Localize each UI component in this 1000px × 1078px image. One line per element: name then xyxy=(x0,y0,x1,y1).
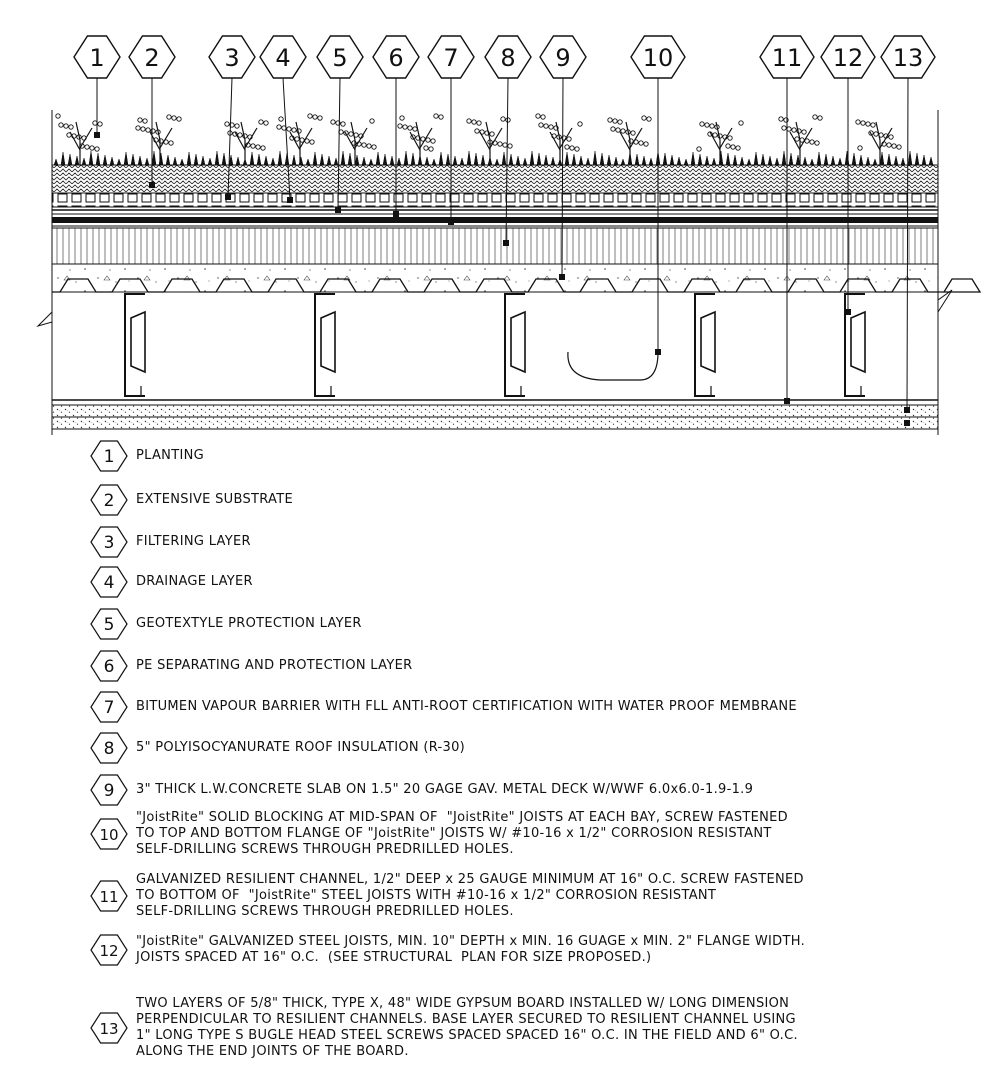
legend-line: TO BOTTOM OF "JoistRite" STEEL JOISTS WITH #10-16 x 1/2" CORROSION RESISTANT xyxy=(136,888,717,903)
callout-tag-number: 9 xyxy=(555,44,571,72)
legend-item xyxy=(90,526,990,560)
joist xyxy=(315,294,335,396)
legend-line: 3" THICK L.W.CONCRETE SLAB ON 1.5" 20 GAGE GAV. METAL DECK W/WWF 6.0x6.0-1.9-1.9 xyxy=(136,782,754,797)
planting-layer xyxy=(54,114,933,165)
shrub-icon xyxy=(398,114,443,165)
shrub-icon xyxy=(779,115,822,165)
legend-line: DRAINAGE LAYER xyxy=(136,574,253,589)
legend-line: SELF-DRILLING SCREWS THROUGH PREDRILLED HOLES. xyxy=(136,904,514,919)
legend-description xyxy=(136,574,253,590)
joist xyxy=(505,294,525,396)
legend-hexagon xyxy=(90,818,128,850)
shrub-icon xyxy=(608,116,651,165)
legend-line: EXTENSIVE SUBSTRATE xyxy=(136,492,293,507)
legend-item xyxy=(90,566,990,600)
legend-line: GEOTEXTYLE PROTECTION LAYER xyxy=(136,616,362,631)
shrub-icon xyxy=(697,121,743,165)
legend xyxy=(0,440,1000,1078)
legend-description xyxy=(136,782,753,798)
legend-item xyxy=(90,996,990,1060)
legend-number: 6 xyxy=(103,657,115,677)
legend-item xyxy=(90,440,990,474)
callout-tag-number: 13 xyxy=(892,44,924,72)
legend-hexagon xyxy=(90,608,128,640)
legend-number: 8 xyxy=(103,739,115,759)
callout-tag-number: 7 xyxy=(443,44,459,72)
legend-line: FILTERING LAYER xyxy=(136,534,251,549)
legend-number: 1 xyxy=(103,447,115,467)
shrub-icon xyxy=(856,120,901,165)
legend-item xyxy=(90,872,990,920)
legend-hexagon xyxy=(90,1012,128,1044)
legend-description xyxy=(136,448,204,464)
legend-description xyxy=(136,740,465,756)
legend-line: GALVANIZED RESILIENT CHANNEL, 1/2" DEEP x 25 GAUGE MINIMUM AT 16" O.C. SCREW FASTENED xyxy=(136,872,804,887)
roof-layers xyxy=(38,110,980,435)
legend-description xyxy=(136,872,804,920)
legend-line: 1" LONG TYPE S BUGLE HEAD STEEL SCREWS SPACED SPACED 16" O.C. IN THE FIELD AND 6" O.C. xyxy=(136,1028,798,1043)
legend-hexagon xyxy=(90,484,128,516)
legend-number: 13 xyxy=(99,1020,119,1038)
legend-description xyxy=(136,934,805,966)
legend-number: 9 xyxy=(103,781,115,801)
legend-item xyxy=(90,691,990,725)
legend-description xyxy=(136,996,798,1060)
legend-number: 3 xyxy=(103,533,115,553)
legend-hexagon xyxy=(90,934,128,966)
legend-hexagon xyxy=(90,774,128,806)
legend-hexagon xyxy=(90,566,128,598)
legend-item xyxy=(90,608,990,642)
legend-line: TO TOP AND BOTTOM FLANGE OF "JoistRite" JOISTS W/ #10-16 x 1/2" CORROSION RESISTANT xyxy=(136,826,772,841)
legend-line: BITUMEN VAPOUR BARRIER WITH FLL ANTI-ROOT CERTIFICATION WITH WATER PROOF MEMBRANE xyxy=(136,699,797,714)
callout-tag-number: 4 xyxy=(275,44,291,72)
shrub-icon xyxy=(536,114,582,165)
legend-description xyxy=(136,699,797,715)
legend-description xyxy=(136,658,412,674)
legend-number: 5 xyxy=(103,615,115,635)
shrub-icon xyxy=(136,115,181,165)
legend-description xyxy=(136,616,362,632)
legend-item xyxy=(90,650,990,684)
callout-tag-number: 2 xyxy=(144,44,160,72)
legend-line: PERPENDICULAR TO RESILIENT CHANNELS. BASE LAYER SECURED TO RESILIENT CHANNEL USING xyxy=(136,1012,796,1027)
joist xyxy=(695,294,715,396)
legend-number: 10 xyxy=(99,826,119,844)
joist xyxy=(125,294,145,396)
legend-line: "JoistRite" GALVANIZED STEEL JOISTS, MIN. 10" DEPTH x MIN. 16 GUAGE x MIN. 2" FLANGE WIDTH. xyxy=(136,934,806,949)
legend-line: SELF-DRILLING SCREWS THROUGH PREDRILLED HOLES. xyxy=(136,842,514,857)
legend-hexagon xyxy=(90,880,128,912)
legend-number: 7 xyxy=(103,698,115,718)
legend-line: ALONG THE END JOINTS OF THE BOARD. xyxy=(136,1044,409,1059)
legend-line: JOISTS SPACED AT 16" O.C. (SEE STRUCTURAL PLAN FOR SIZE PROPOSED.) xyxy=(136,950,652,965)
shrub-icon xyxy=(467,117,512,165)
legend-item xyxy=(90,732,990,766)
callout-tag-number: 3 xyxy=(224,44,240,72)
legend-hexagon xyxy=(90,732,128,764)
legend-line: PLANTING xyxy=(136,448,204,463)
callout-tag-number: 1 xyxy=(89,44,105,72)
shrub-icon xyxy=(331,119,376,165)
legend-hexagon xyxy=(90,440,128,472)
legend-description xyxy=(136,534,251,550)
callout-tag-number: 10 xyxy=(642,44,674,72)
solid-blocking xyxy=(568,352,658,380)
legend-line: PE SEPARATING AND PROTECTION LAYER xyxy=(136,658,413,673)
legend-hexagon xyxy=(90,650,128,682)
callout-tag-number: 12 xyxy=(832,44,864,72)
legend-item xyxy=(90,774,990,808)
legend-description xyxy=(136,810,788,858)
legend-number: 4 xyxy=(103,573,115,593)
legend-number: 11 xyxy=(99,888,119,906)
roof-section-drawing xyxy=(0,0,1000,440)
legend-line: TWO LAYERS OF 5/8" THICK, TYPE X, 48" WIDE GYPSUM BOARD INSTALLED W/ LONG DIMENSION xyxy=(136,996,790,1011)
legend-line: 5" POLYISOCYANURATE ROOF INSULATION (R-30) xyxy=(136,740,466,755)
legend-item xyxy=(90,934,990,968)
legend-item xyxy=(90,810,990,858)
callout-tag-number: 11 xyxy=(771,44,803,72)
callout-tag-number: 8 xyxy=(500,44,516,72)
callout-tag-number: 6 xyxy=(388,44,404,72)
steel-joists xyxy=(125,294,865,396)
legend-description xyxy=(136,492,293,508)
legend-number: 12 xyxy=(99,942,119,960)
legend-hexagon xyxy=(90,691,128,723)
legend-number: 2 xyxy=(103,491,115,511)
callout-tag-number: 5 xyxy=(332,44,348,72)
legend-item xyxy=(90,484,990,518)
legend-hexagon xyxy=(90,526,128,558)
legend-line: "JoistRite" SOLID BLOCKING AT MID-SPAN OF "JoistRite" JOISTS AT EACH BAY, SCREW FASTENED xyxy=(136,810,788,825)
